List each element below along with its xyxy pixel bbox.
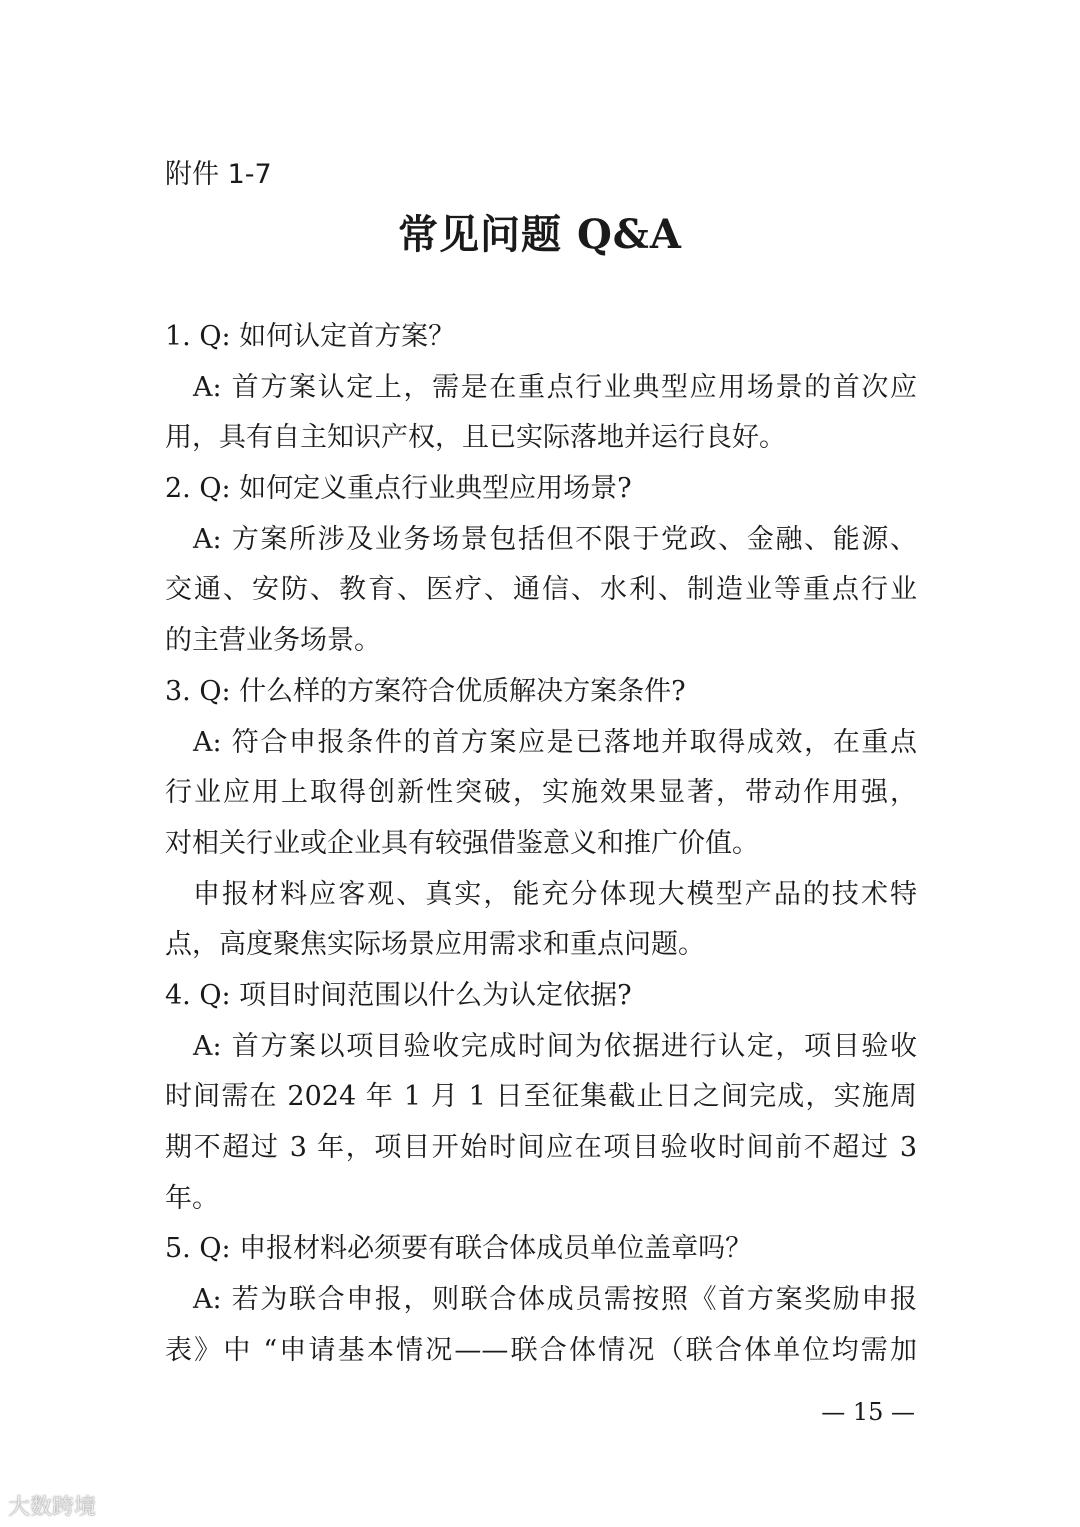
answer-line: 时间需在 2024 年 1 月 1 日至征集截止日之间完成，实施周 (165, 1081, 917, 1113)
answer-line: 交通、安防、教育、医疗、通信、水利、制造业等重点行业 (165, 574, 917, 606)
answer-line: 点，高度聚焦实际场景应用需求和重点问题。 (165, 929, 705, 961)
question-4: 4. Q: 项目时间范围以什么为认定依据? (165, 979, 632, 1011)
answer-line: A: 符合申报条件的首方案应是已落地并取得成效，在重点 (193, 726, 917, 758)
answer-line: 对相关行业或企业具有较强借鉴意义和推广价值。 (165, 827, 759, 859)
question-2: 2. Q: 如何定义重点行业典型应用场景? (165, 473, 632, 505)
answer-line: 年。 (165, 1182, 219, 1214)
answer-line: A: 首方案以项目验收完成时间为依据进行认定，项目验收 (193, 1030, 917, 1062)
question-3: 3. Q: 什么样的方案符合优质解决方案条件? (165, 675, 686, 707)
answer-line: 行业应用上取得创新性突破，实施效果显著，带动作用强， (165, 777, 917, 809)
answer-line: A: 方案所涉及业务场景包括但不限于党政、金融、能源、 (193, 523, 917, 555)
answer-line: 用，具有自主知识产权，且已实际落地并运行良好。 (165, 422, 786, 454)
question-1: 1. Q: 如何认定首方案？ (165, 321, 456, 352)
page-title: 常见问题 Q&A (398, 211, 682, 258)
document-body (165, 312, 917, 1376)
answer-line: 表》中 “申请基本情况——联合体情况（联合体单位均需加 (165, 1334, 917, 1366)
watermark-text: 大数跨境 (8, 1495, 97, 1520)
question-5: 5. Q: 申报材料必须要有联合体成员单位盖章吗？ (165, 1233, 753, 1265)
answer-line: 申报材料应客观、真实，能充分体现大模型产品的技术特 (193, 878, 917, 910)
answer-line: 的主营业务场景。 (165, 625, 381, 657)
page-number: — 15 — (821, 1398, 915, 1426)
answer-line: A: 首方案认定上，需是在重点行业典型应用场景的首次应 (193, 371, 917, 403)
answer-line: A: 若为联合申报，则联合体成员需按照《首方案奖励申报 (193, 1284, 917, 1316)
watermark-logo (8, 1490, 96, 1521)
attachment-label: 附件 1-7 (165, 159, 272, 190)
answer-line: 期不超过 3 年，项目开始时间应在项目验收时间前不超过 3 (165, 1132, 917, 1163)
